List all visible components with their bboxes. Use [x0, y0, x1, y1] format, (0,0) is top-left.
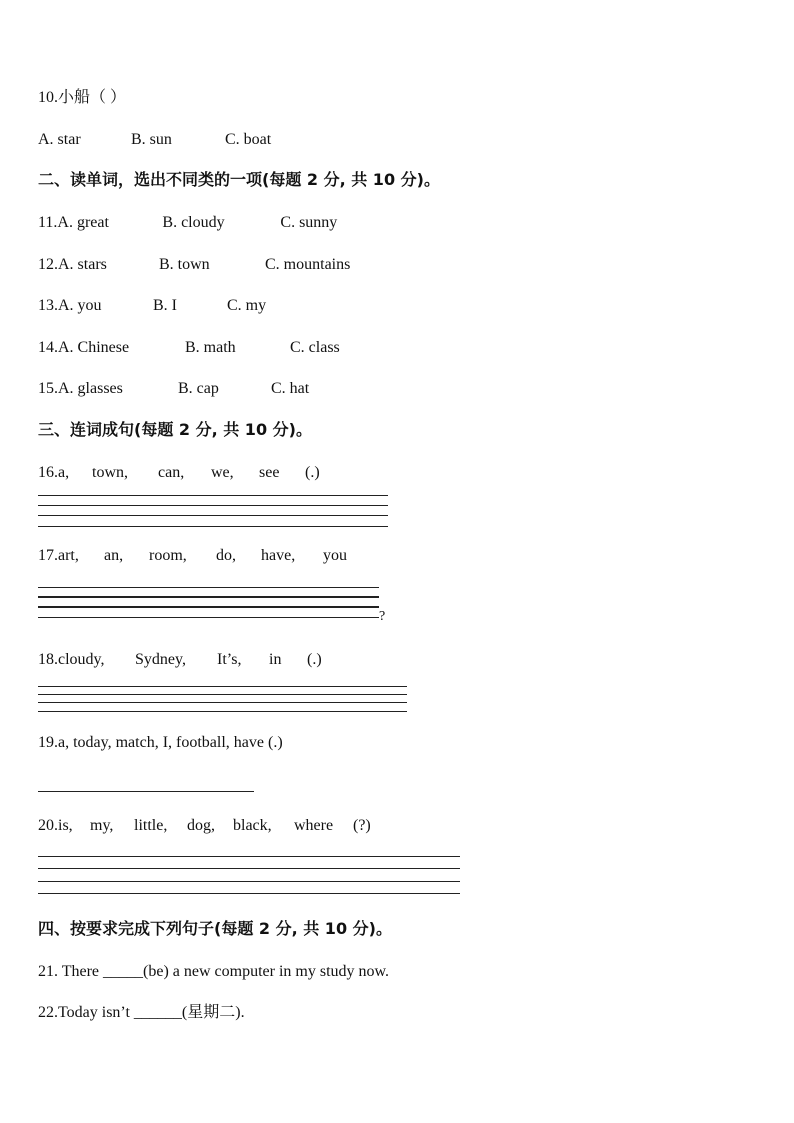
word: (?) [353, 817, 371, 834]
word: an, [104, 547, 124, 564]
word: you [323, 547, 347, 564]
word: (.) [307, 651, 322, 668]
option-a: A. great [57, 214, 109, 231]
word: Sydney, [135, 651, 186, 668]
answer-line [38, 791, 254, 792]
question-13 [38, 296, 266, 316]
question-10-options [38, 130, 271, 150]
question-18 [38, 650, 322, 670]
question-number: 11. [38, 214, 58, 231]
answer-line [38, 505, 388, 506]
answer-line [38, 856, 460, 857]
question-number: 18. [38, 651, 58, 668]
question-number: 15. [38, 380, 58, 397]
question-number: 12. [38, 256, 58, 273]
option-a: A. Chinese [58, 339, 130, 356]
answer-line [38, 893, 460, 894]
answer-line [38, 694, 407, 695]
word: we, [211, 464, 234, 481]
word: It’s, [217, 651, 242, 668]
question-11 [38, 213, 337, 233]
word: can, [158, 464, 185, 481]
option-a: A. glasses [58, 380, 123, 397]
option-b: B. town [159, 256, 210, 273]
answer-line [38, 702, 407, 703]
word: see [259, 464, 280, 481]
question-10-stem: 10.小船（ ） [38, 89, 127, 106]
question-number: 20. [38, 817, 58, 834]
option-c: C. class [290, 339, 340, 356]
word: (.) [305, 464, 320, 481]
option-b: B. sun [131, 131, 172, 148]
section-3-title: 三、连词成句(每题 2 分, 共 10 分)。 [38, 420, 312, 439]
question-19: 19.a, today, match, I, football, have (.) [38, 734, 283, 751]
question-12 [38, 255, 350, 275]
answer-line [38, 617, 379, 618]
question-number: 16. [38, 464, 58, 481]
option-b: B. I [153, 297, 177, 314]
option-b: B. cap [178, 380, 219, 397]
question-15 [38, 379, 309, 399]
option-b: B. cloudy [162, 214, 225, 231]
question-17 [38, 546, 347, 566]
option-c: C. mountains [265, 256, 351, 273]
word: have, [261, 547, 296, 564]
question-number: 17. [38, 547, 58, 564]
word: do, [216, 547, 236, 564]
question-number: 14. [38, 339, 58, 356]
option-c: C. my [227, 297, 267, 314]
word: in [269, 651, 282, 668]
word: room, [149, 547, 187, 564]
word: art, [58, 547, 79, 564]
answer-line [38, 711, 407, 712]
answer-line [38, 495, 388, 496]
answer-line [38, 596, 379, 598]
section-2-title: 二、读单词，选出不同类的一项(每题 2 分, 共 10 分)。 [38, 170, 440, 189]
word: black, [233, 817, 272, 834]
section-4-title: 四、按要求完成下列句子(每题 2 分, 共 10 分)。 [38, 919, 392, 938]
option-c: C. sunny [280, 214, 338, 231]
option-b: B. math [185, 339, 236, 356]
option-c: C. boat [225, 131, 272, 148]
answer-line [38, 587, 379, 588]
option-c: C. hat [271, 380, 310, 397]
option-a: A. star [38, 131, 81, 148]
option-a: A. stars [58, 256, 107, 273]
word: is, [58, 817, 73, 834]
question-22: 22.Today isn’t ______(星期二). [38, 1004, 245, 1021]
question-number: 13. [38, 297, 58, 314]
question-14 [38, 338, 340, 358]
answer-line [38, 526, 388, 527]
answer-line [38, 686, 407, 687]
word: a, [58, 464, 70, 481]
question-21: 21. There _____(be) a new computer in my study now. [38, 963, 390, 980]
answer-line [38, 606, 379, 608]
word: cloudy, [58, 651, 105, 668]
word: dog, [187, 817, 215, 834]
question-20 [38, 816, 371, 836]
question-mark: ? [379, 609, 386, 624]
word: town, [92, 464, 128, 481]
word: my, [90, 817, 114, 834]
answer-line [38, 881, 460, 882]
word: little, [134, 817, 168, 834]
option-a: A. you [58, 297, 102, 314]
answer-line [38, 515, 388, 516]
question-16 [38, 463, 320, 483]
answer-line [38, 868, 460, 869]
word: where [294, 817, 334, 834]
